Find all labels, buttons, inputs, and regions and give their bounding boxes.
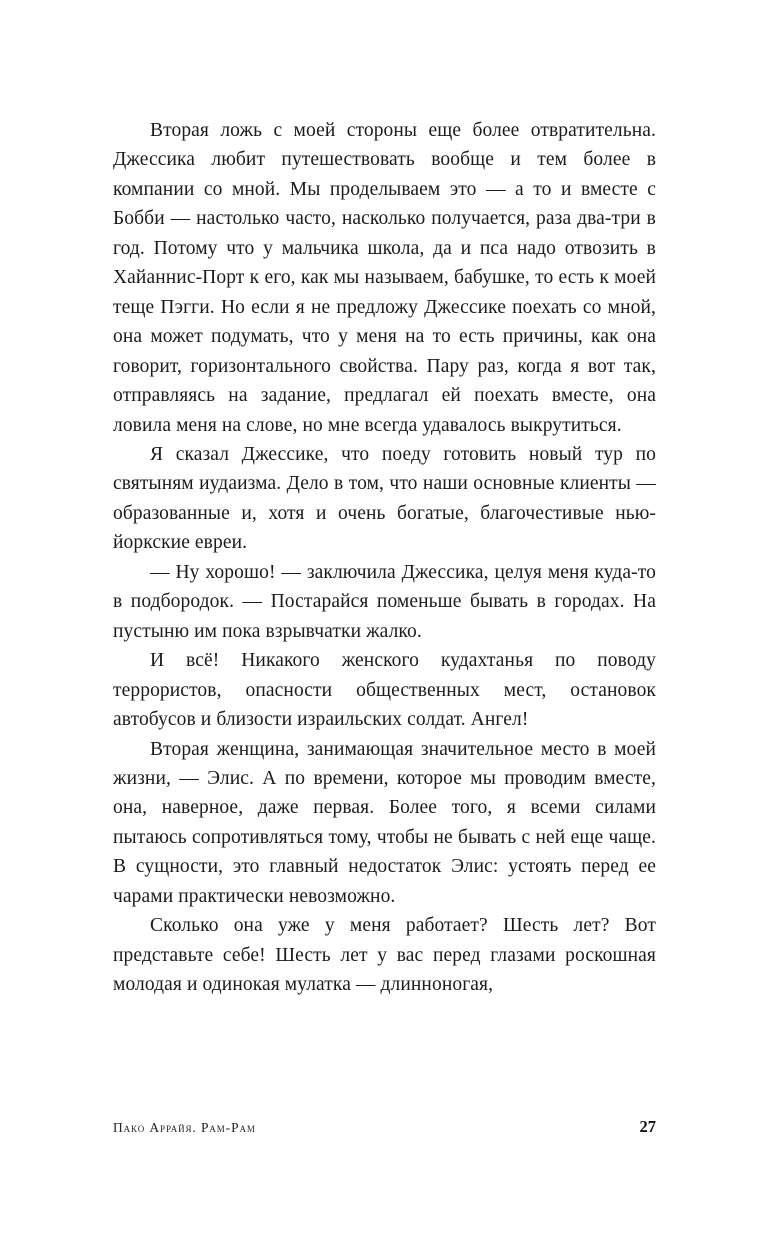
paragraph: Сколько она уже у меня работает? Шесть лет? Вот представьте себе! Шесть лет у вас перед глазами роскошная молодая и одинокая мулатка — длинноногая, bbox=[113, 915, 656, 996]
page-text bbox=[113, 116, 656, 1000]
running-title: Пако Аррайя. Рам-Рам bbox=[113, 1120, 256, 1135]
paragraph: Вторая женщина, занимающая значительное место в моей жизни, — Элис. А по времени, которое мы проводим вместе, она, наверное, даже первая. Более того, я всеми силами пытаюсь сопротивляться тому, чтобы не бывать с ней еще чаще. В сущности, это главный недостаток Элис: устоять перед ее чарами практически невозможно. bbox=[113, 738, 656, 907]
paragraph-dialogue: — Ну хорошо! — заключила Джессика, целуя меня куда-то в подбородок. — Постарайся поменьше бывать в городах. На пустыню им пока взрывчатки жалко. bbox=[113, 561, 656, 642]
page-footer bbox=[113, 1117, 656, 1137]
paragraph: Вторая ложь с моей стороны еще более отвратительна. Джессика любит путешествовать вообще и тем более в компании со мной. Мы проделываем это — а то и вместе с Бобби — настолько часто, насколько получается, раза два-три в год. Потому что у мальчика школа, да и пса надо отвозить в Хайаннис-Порт к его, как мы называем, бабушке, то есть к моей теще Пэгги. Но если я не предложу Джессике поехать со мной, она может подумать, что у меня на то есть причины, как она говорит, горизонтального свойства. Пару раз, когда я вот так, отправляясь на задание, предлагал ей поехать вместе, она ловила меня на слове, но мне всегда удавалось выкрутиться. bbox=[113, 120, 656, 436]
paragraph: Я сказал Джессике, что поеду готовить новый тур по святыням иудаизма. Дело в том, что наши основные клиенты — образованные и, хотя и очень богатые, благочестивые нью-йоркские евреи. bbox=[113, 443, 656, 554]
page-number: 27 bbox=[639, 1117, 656, 1136]
paragraph: И всё! Никакого женского кудахтанья по поводу террористов, опасности общественных мест, остановок автобусов и близости израильских солдат. Ангел! bbox=[113, 650, 656, 731]
